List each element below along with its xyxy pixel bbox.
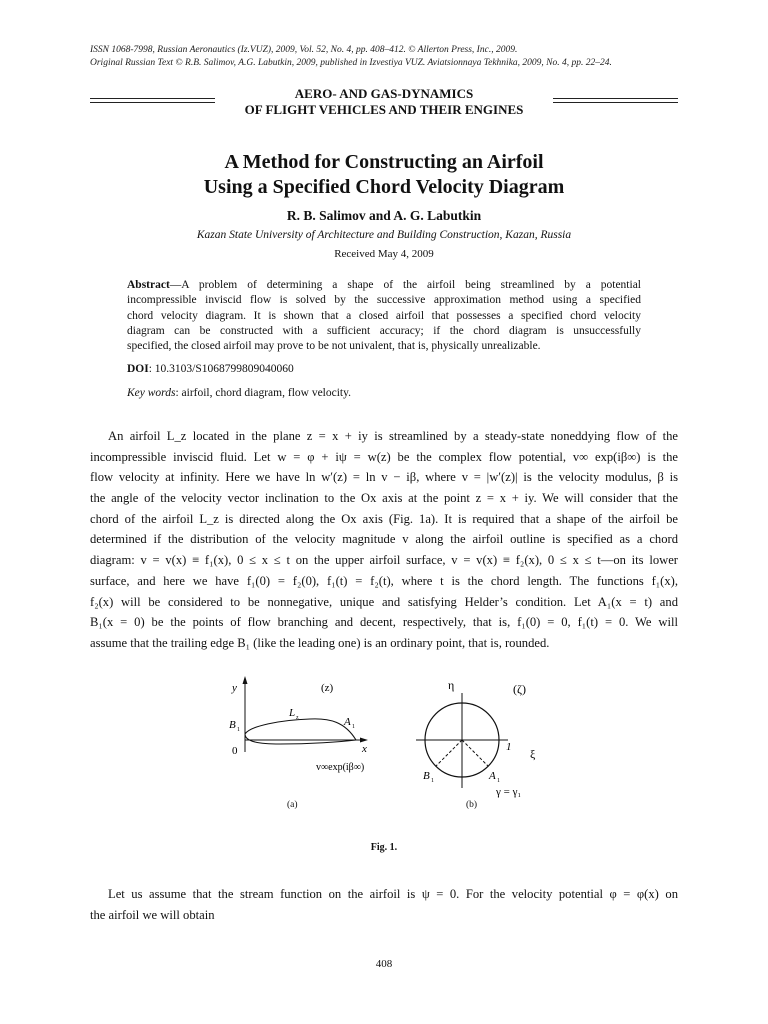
paper-title-line-2: Using a Specified Chord Velocity Diagram bbox=[203, 176, 565, 198]
received-date: Received May 4, 2009 bbox=[334, 248, 434, 260]
eta-label: η bbox=[448, 678, 455, 692]
b1-label: B bbox=[229, 719, 236, 731]
paragraph-line: incompressible inviscid fluid. Let w = φ + iψ = w(z) be the complex flow potential, v∞ exp(iβ∞) is the bbox=[90, 449, 678, 464]
paragraph-line: determined if the distribution of the velocity magnitude v along the airfoil outline is specified as a chord bbox=[90, 532, 678, 547]
paragraph-line: the airfoil we will obtain bbox=[90, 907, 215, 922]
section-heading-line-2: OF FLIGHT VEHICLES AND THEIR ENGINES bbox=[244, 102, 524, 117]
paragraph-line: f₂(x) will be considered to be nonnegative, unique and satisfying Helder’s condition. Let A₁(x = t) and bbox=[90, 594, 678, 609]
figure-caption-a: (a) bbox=[287, 800, 298, 810]
authors: R. B. Salimov and A. G. Labutkin bbox=[286, 208, 482, 223]
keywords-label: Key words bbox=[127, 387, 176, 399]
figure-caption-b: (b) bbox=[466, 800, 478, 810]
radius-a1 bbox=[462, 740, 488, 766]
figure-panel-b bbox=[416, 678, 536, 798]
gamma-label: γ = γ₁ bbox=[496, 786, 522, 798]
page-number: 408 bbox=[375, 958, 393, 970]
paragraph-line: flow velocity at infinity. Here we have ln w′(z) = ln v − iβ, where v = |w′(z)| is the velocity modulus, β is bbox=[90, 470, 678, 485]
a1-subscript: 1 bbox=[352, 724, 355, 730]
abstract-line: diagram can be constructed with a sufficient accuracy; if the chord diagram is unsuccessfully bbox=[127, 324, 641, 337]
abstract-line: incompressible inviscid flow is solved by the successive approximation method using a specified bbox=[127, 294, 641, 307]
zeta-plane-label: (ζ) bbox=[513, 682, 526, 696]
paragraph-line: An airfoil L_z located in the plane z = x + iy is streamlined by a steady-state noneddying flow of the bbox=[108, 429, 678, 443]
affiliation: Kazan State University of Architecture and Building Construction, Kazan, Russia bbox=[196, 229, 572, 241]
abstract-label: Abstract bbox=[127, 279, 170, 291]
abstract-line: chord velocity diagram. It is shown that a closed airfoil that possesses a specified chord velocity bbox=[127, 309, 641, 322]
doi-label: DOI bbox=[127, 363, 149, 375]
doi-value: : 10.3103/S1068799809040060 bbox=[148, 363, 294, 375]
y-axis-label: y bbox=[232, 682, 237, 694]
figure-panel-a bbox=[229, 676, 368, 773]
abstract-line-text: —A problem of determining a shape of the airfoil being streamlined by a potential bbox=[169, 279, 641, 291]
velocity-label: v∞exp(iβ∞) bbox=[316, 762, 365, 773]
origin-label: 0 bbox=[232, 745, 238, 757]
journal-header-line-1: ISSN 1068-7998, Russian Aeronautics (Iz.VUZ), 2009, Vol. 52, No. 4, pp. 408–412. © Allerton Press, Inc., 2009. bbox=[90, 45, 518, 55]
a1-point-label: A bbox=[489, 770, 496, 782]
paper-title-line-1: A Method for Constructing an Airfoil bbox=[224, 151, 544, 173]
paragraph-line: chord of the airfoil L_z is directed along the Ox axis (Fig. 1a). It is required that a shape of the airfoil be bbox=[90, 511, 678, 526]
xi-label: ξ bbox=[530, 747, 536, 761]
lz-label: L bbox=[289, 707, 296, 719]
z-plane-label: (z) bbox=[321, 682, 334, 694]
abstract-line: specified, the closed airfoil may prove to be not univalent, that is, physically unrealizable. bbox=[127, 340, 541, 353]
paragraph-line: B₁(x = 0) be the points of flow branching and decent, respectively, that is, f₁(0) = 0, f₁(t) = 0. We will bbox=[90, 615, 678, 630]
paragraph-line: assume that the trailing edge B₁ (like the leading one) is an ordinary point, that is, rounded. bbox=[90, 635, 550, 650]
radius-b1 bbox=[436, 740, 462, 766]
lz-subscript: z bbox=[296, 715, 299, 721]
paragraph-line: the angle of the velocity vector inclination to the Ox axis at the point z = x + iy. We will consider that the bbox=[90, 491, 678, 506]
b1-point-label: B bbox=[423, 770, 430, 782]
a1-point-subscript: 1 bbox=[497, 778, 500, 784]
b1-subscript: 1 bbox=[237, 727, 240, 733]
paragraph-line: diagram: v = v(x) ≡ f₁(x), 0 ≤ x ≤ t on the upper airfoil surface, v = v(x) ≡ f₂(x), 0 ≤ x ≤ t—on its lower bbox=[90, 553, 678, 568]
a1-label: A bbox=[344, 716, 351, 728]
section-heading-line-1: AERO- AND GAS-DYNAMICS bbox=[294, 86, 474, 101]
paragraph-line: Let us assume that the stream function on the airfoil is ψ = 0. For the velocity potential φ = φ(x) on bbox=[108, 887, 678, 901]
b1-point-subscript: 1 bbox=[431, 778, 434, 784]
figure-caption: Fig. 1. bbox=[370, 842, 398, 853]
unit-point-label: 1 bbox=[506, 741, 512, 753]
x-axis-arrow bbox=[360, 738, 368, 743]
x-axis-label: x bbox=[362, 743, 367, 755]
paragraph-line: surface, and here we have f₁(0) = f₂(0), f₁(t) = f₂(t), where t is the chord length. The functions f₁(x), bbox=[90, 573, 678, 588]
keywords-value: : airfoil, chord diagram, flow velocity. bbox=[175, 387, 351, 399]
journal-header-line-2: Original Russian Text © R.B. Salimov, A.G. Labutkin, 2009, published in Izvestiya VUZ. Aviatsionnaya Tekhnika, 2009, No. 4, pp. 22–24. bbox=[90, 58, 612, 68]
body-paragraph-2 bbox=[90, 884, 678, 925]
y-axis-arrow bbox=[243, 676, 248, 684]
